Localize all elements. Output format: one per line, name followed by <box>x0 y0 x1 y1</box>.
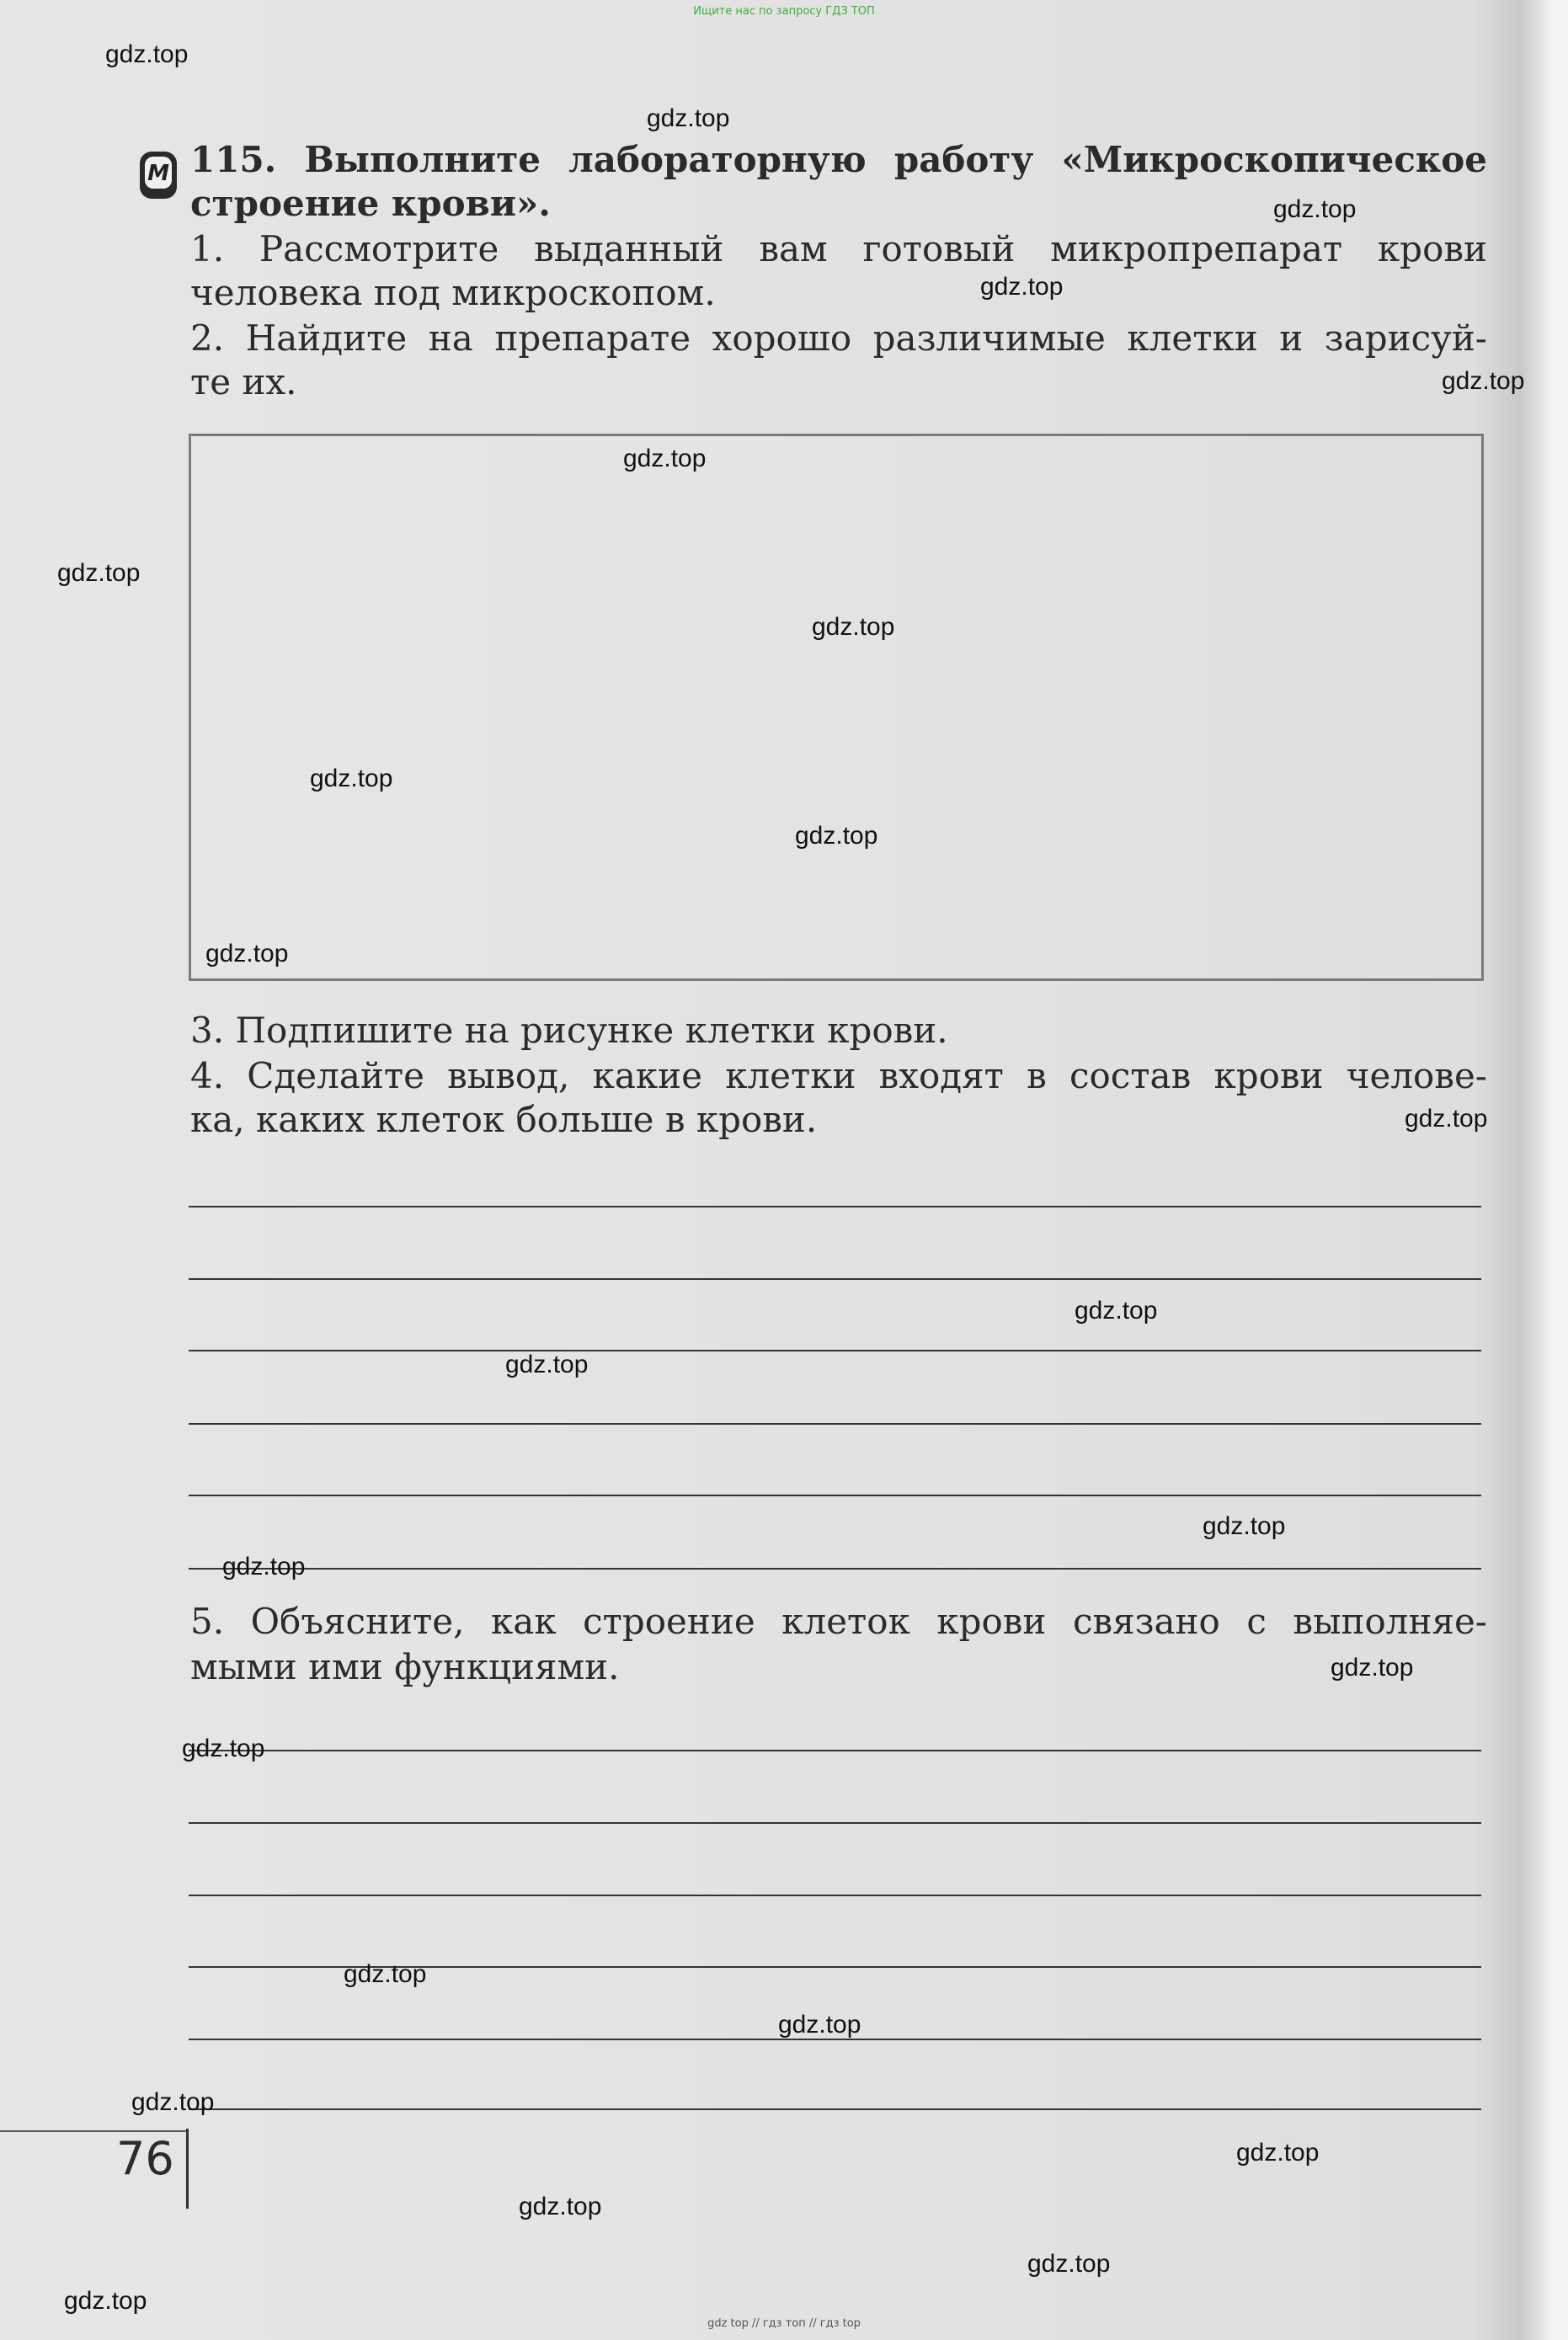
watermark: gdz.top <box>1442 367 1525 395</box>
watermark: gdz.top <box>1405 1105 1488 1133</box>
watermark: gdz.top <box>1273 195 1357 223</box>
step2-line1: 2. Найдите на препарате хорошо различимые клетки и зарисуй- <box>190 317 1487 359</box>
answer-line[interactable] <box>189 1495 1481 1496</box>
task-title-line2: строение крови». <box>190 183 551 224</box>
watermark: gdz.top <box>980 273 1064 301</box>
page-number: 76 <box>116 2132 174 2185</box>
watermark: gdz.top <box>505 1351 589 1378</box>
watermark: gdz.top <box>182 1735 265 1762</box>
watermark: gdz.top <box>1203 1512 1286 1540</box>
answer-line[interactable] <box>189 1278 1481 1280</box>
page-number-divider <box>186 2129 189 2209</box>
answer-line[interactable] <box>189 1423 1481 1425</box>
watermark: gdz.top <box>795 822 878 850</box>
watermark: gdz.top <box>623 445 707 472</box>
answer-line[interactable] <box>189 1350 1481 1351</box>
step5-line2: мыми ими функциями. <box>190 1646 620 1687</box>
task-title-line1: 115. Выполните лабораторную работу «Микроскопическое <box>190 139 1487 180</box>
step4-line2: ка, каких клеток больше в крови. <box>190 1099 818 1140</box>
step2-line2: те их. <box>190 361 297 402</box>
answer-line[interactable] <box>189 1206 1481 1207</box>
watermark: gdz.top <box>64 2287 147 2315</box>
answer-line[interactable] <box>189 1750 1481 1751</box>
watermark: gdz.top <box>1236 2139 1320 2167</box>
watermark: gdz.top <box>205 940 289 967</box>
microscope-task-badge-icon <box>140 152 177 199</box>
step1-line2: человека под микроскопом. <box>190 272 716 313</box>
answer-line[interactable] <box>189 1895 1481 1896</box>
watermark: gdz.top <box>519 2193 602 2220</box>
step3: 3. Подпишите на рисунке клетки крови. <box>190 1010 948 1051</box>
watermark: gdz.top <box>1075 1297 1158 1325</box>
step5-line1: 5. Объясните, как строение клеток крови связано с выполняе- <box>190 1601 1487 1642</box>
watermark: gdz.top <box>812 613 895 641</box>
watermark: gdz.top <box>647 104 730 132</box>
header-note: Ищите нас по запросу ГДЗ ТОП <box>693 5 875 18</box>
watermark: gdz.top <box>105 40 189 68</box>
drawing-area[interactable] <box>189 434 1484 981</box>
answer-line[interactable] <box>189 1568 1481 1570</box>
watermark: gdz.top <box>222 1553 306 1580</box>
watermark: gdz.top <box>57 559 141 587</box>
watermark: gdz.top <box>1331 1654 1414 1682</box>
footer-note: gdz top // гдз топ // гдз top <box>707 2317 861 2330</box>
watermark: gdz.top <box>344 1960 427 1988</box>
step1-line1: 1. Рассмотрите выданный вам готовый микропрепарат крови <box>190 228 1487 269</box>
badge-letter: М <box>145 157 172 189</box>
answer-line[interactable] <box>189 2108 1481 2110</box>
watermark: gdz.top <box>310 765 393 792</box>
watermark: gdz.top <box>778 2011 861 2039</box>
watermark: gdz.top <box>131 2088 215 2116</box>
step4-line1: 4. Сделайте вывод, какие клетки входят в состав крови челове- <box>190 1055 1487 1096</box>
answer-line[interactable] <box>189 1822 1481 1824</box>
watermark: gdz.top <box>1027 2250 1111 2278</box>
